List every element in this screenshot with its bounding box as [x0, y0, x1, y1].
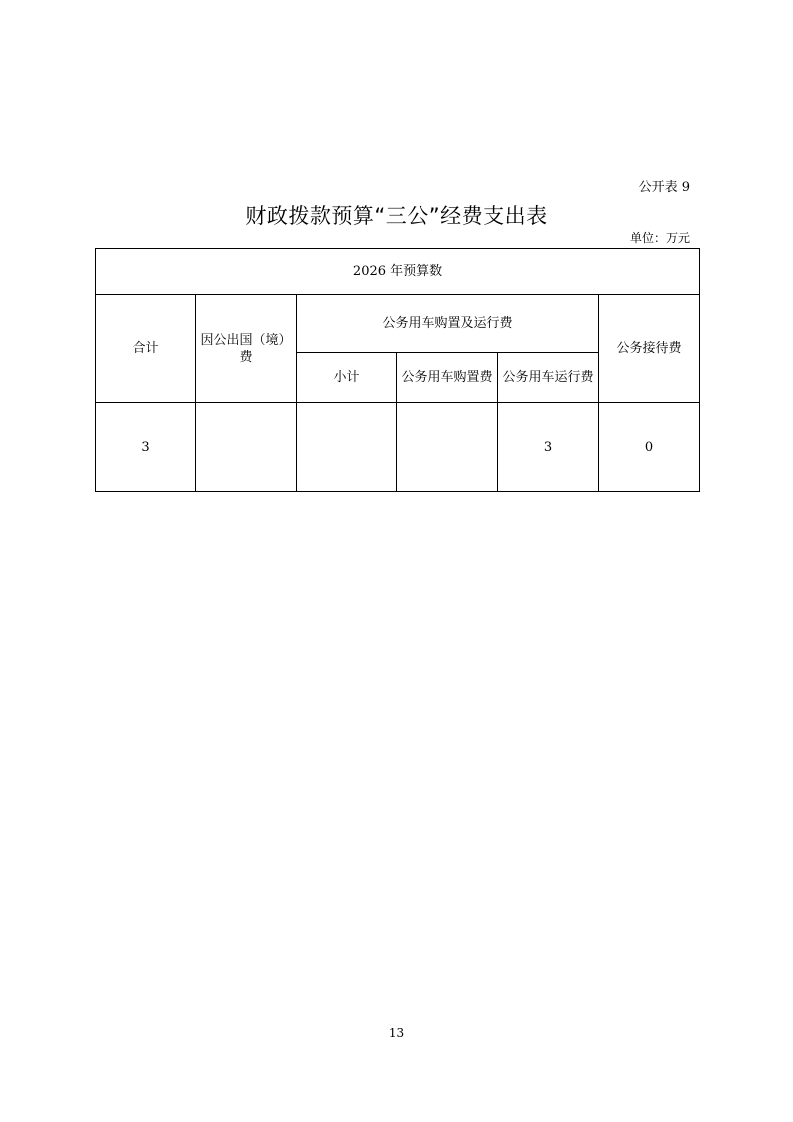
cell-total: 3: [96, 403, 196, 492]
table-number: 公开表 9: [638, 180, 690, 195]
page-number: 13: [388, 1026, 405, 1040]
table-row: [96, 403, 700, 492]
unit-label: 单位：万元: [629, 231, 690, 245]
page-title: 财政拨款预算“三公”经费支出表: [245, 204, 548, 228]
header-vehicle-subtotal: 小计: [297, 353, 397, 403]
table-header-row-main: [96, 295, 700, 353]
header-reception: 公务接待费: [599, 295, 700, 403]
cell-vehicle-purchase: [397, 403, 498, 492]
cell-vehicle-subtotal: [297, 403, 397, 492]
cell-abroad: [196, 403, 297, 492]
cell-reception: 0: [599, 403, 700, 492]
header-year-cell: 2026 年预算数: [96, 249, 700, 295]
header-vehicle-operation: 公务用车运行费: [498, 353, 599, 403]
table-header-row-year: [96, 249, 700, 295]
cell-vehicle-operation: 3: [498, 403, 599, 492]
header-abroad: 因公出国（境）费: [196, 295, 297, 403]
budget-table: [95, 248, 700, 492]
header-vehicle-purchase: 公务用车购置费: [397, 353, 498, 403]
header-vehicle-group: 公务用车购置及运行费: [297, 295, 599, 353]
header-total: 合计: [96, 295, 196, 403]
